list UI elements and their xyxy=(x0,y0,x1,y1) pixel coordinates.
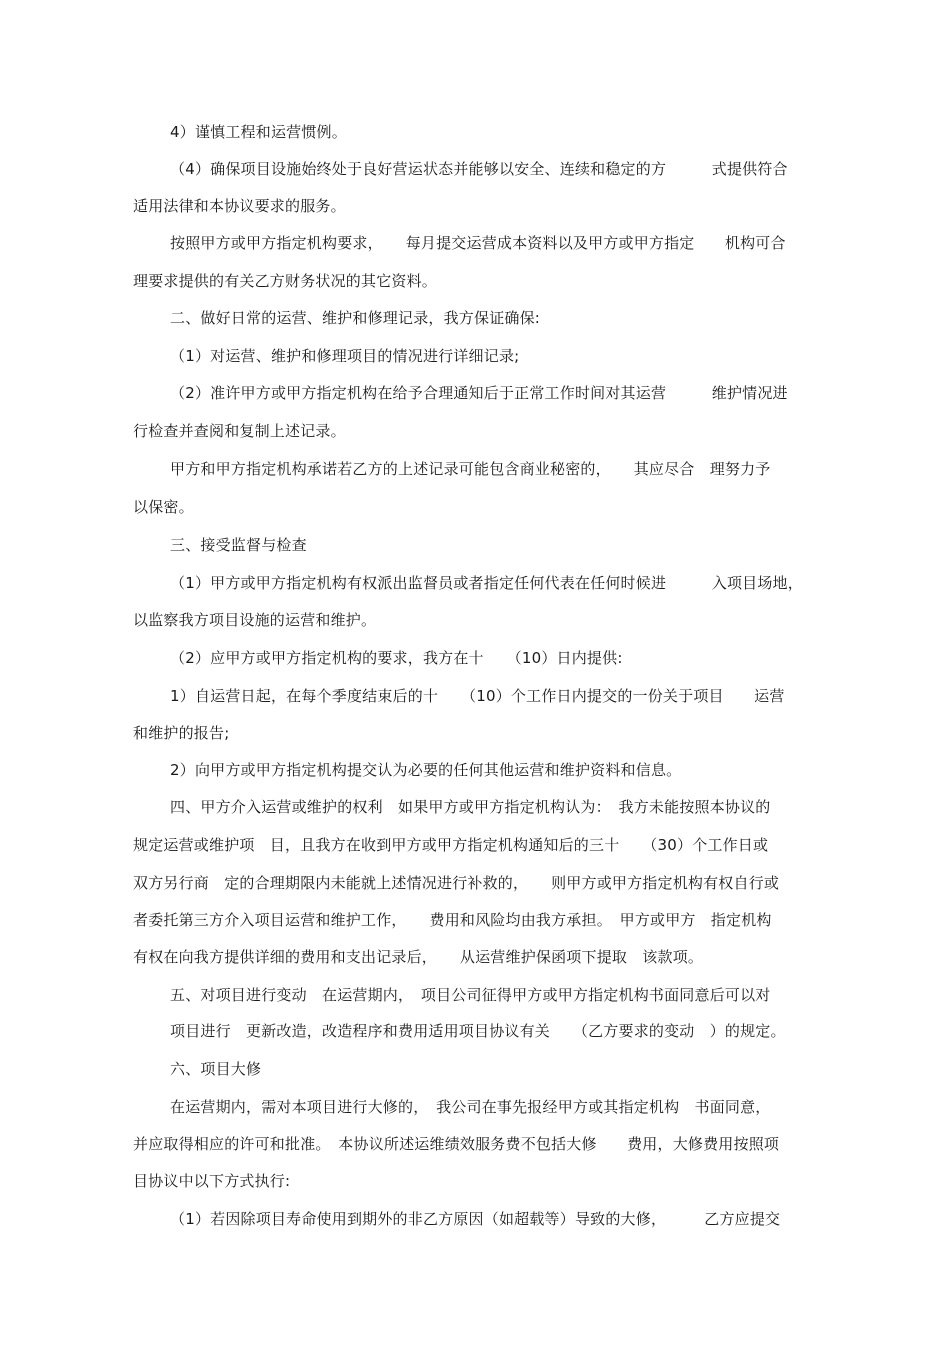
text-line: 以保密。 xyxy=(133,498,194,516)
text-line: 项目进行 更新改造，改造程序和费用适用项目协议有关 （乙方要求的变动 ）的规定。 xyxy=(170,1022,786,1040)
text-line: 以监察我方项目设施的运营和维护。 xyxy=(133,611,377,629)
text-line: （1）甲方或甲方指定机构有权派出监督员或者指定任何代表在任何时候进 入项目场地， xyxy=(170,574,803,592)
text-line: 和维护的报告; xyxy=(133,724,230,742)
text-line: 适用法律和本协议要求的服务。 xyxy=(133,197,346,215)
text-line: 目协议中以下方式执行: xyxy=(133,1172,291,1190)
text-line: （1）对运营、维护和修理项目的情况进行详细记录; xyxy=(170,347,520,365)
text-line: 4）谨慎工程和运营惯例。 xyxy=(170,123,347,141)
text-line: 双方另行商 定的合理期限内未能就上述情况进行补救的， 则甲方或甲方指定机构有权自行或 xyxy=(133,874,780,892)
text-line: （2）应甲方或甲方指定机构的要求，我方在十 （10）日内提供: xyxy=(170,649,623,667)
text-line: 行检查并查阅和复制上述记录。 xyxy=(133,422,346,440)
text-line: （1）若因除项目寿命使用到期外的非乙方原因（如超载等）导致的大修， 乙方应提交 xyxy=(170,1210,781,1228)
text-line: 者委托第三方介入项目运营和维护工作， 费用和风险均由我方承担。 甲方或甲方 指定机构 xyxy=(133,911,772,929)
text-line: 四、甲方介入运营或维护的权利 如果甲方或甲方指定机构认为： 我方未能按照本协议的 xyxy=(170,798,771,816)
text-line: 六、项目大修 xyxy=(170,1060,262,1078)
text-line: 规定运营或维护项 目，且我方在收到甲方或甲方指定机构通知后的三十 （30）个工作日或 xyxy=(133,836,769,854)
text-line: 并应取得相应的许可和批准。 本协议所述运维绩效服务费不包括大修 费用，大修费用按照项 xyxy=(133,1135,780,1153)
text-line: 1）自运营日起，在每个季度结束后的十 （10）个工作日内提交的一份关于项目 运营 xyxy=(170,687,785,705)
text-line: 甲方和甲方指定机构承诺若乙方的上述记录可能包含商业秘密的， 其应尽合 理努力予 xyxy=(170,460,771,478)
text-line: 理要求提供的有关乙方财务状况的其它资料。 xyxy=(133,272,438,290)
text-line: 有权在向我方提供详细的费用和支出记录后， 从运营维护保函项下提取 该款项。 xyxy=(133,948,704,966)
text-line: 二、做好日常的运营、维护和修理记录，我方保证确保: xyxy=(170,309,541,327)
text-line: （2）准许甲方或甲方指定机构在给予合理通知后于正常工作时间对其运营 维护情况进 xyxy=(170,384,788,402)
text-line: 按照甲方或甲方指定机构要求， 每月提交运营成本资料以及甲方或甲方指定 机构可合 xyxy=(170,234,786,252)
text-line: 三、接受监督与检查 xyxy=(170,536,307,554)
text-line: 在运营期内，需对本项目进行大修的， 我公司在事先报经甲方或其指定机构 书面同意， xyxy=(170,1098,771,1116)
text-line: 五、对项目进行变动 在运营期内， 项目公司征得甲方或甲方指定机构书面同意后可以对 xyxy=(170,986,771,1004)
text-line: （4）确保项目设施始终处于良好营运状态并能够以安全、连续和稳定的方 式提供符合 xyxy=(170,160,788,178)
text-line: 2）向甲方或甲方指定机构提交认为必要的任何其他运营和维护资料和信息。 xyxy=(170,761,682,779)
